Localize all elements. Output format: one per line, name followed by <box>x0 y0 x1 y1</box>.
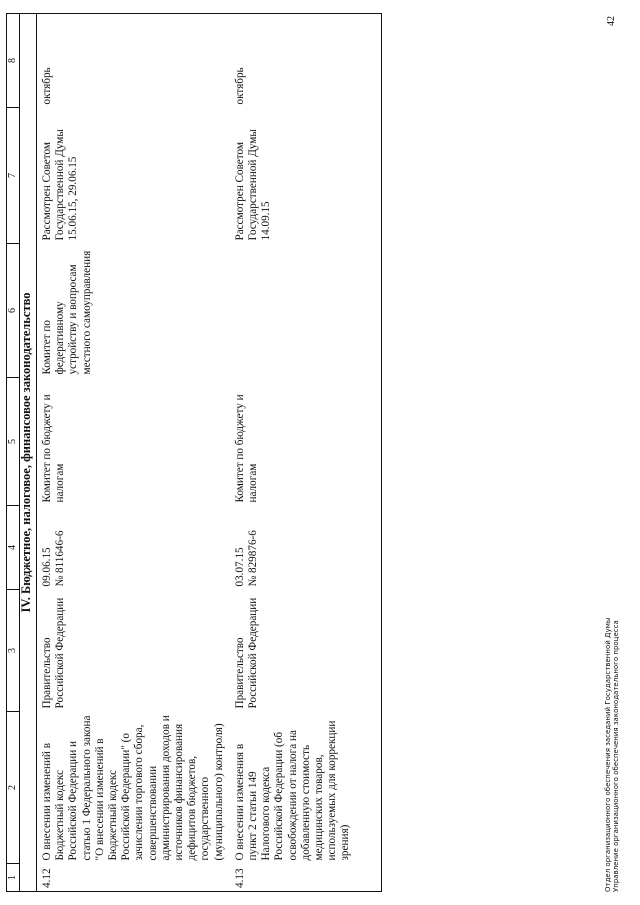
review-status: Рассмотрен Советом Государственной Думы 15.06.15, 29.06.15 <box>41 129 80 241</box>
item-number: 4.13 <box>234 864 353 892</box>
footer-directorate: Управление организационного обеспечения законодательного процесса <box>612 620 620 892</box>
column-header: 6 <box>7 244 20 378</box>
table-row <box>353 14 382 892</box>
column-header: 3 <box>7 590 20 712</box>
planned-month: октябрь <box>234 14 353 108</box>
column-header: 2 <box>7 712 20 864</box>
footer-department: Отдел организационного обеспечения заседаний Государственной Думы <box>604 617 612 892</box>
page-number: 42 <box>606 16 617 26</box>
column-header: 8 <box>7 14 20 108</box>
planned-month: октябрь <box>41 14 226 108</box>
initiator: Правительство Российской Федерации <box>233 597 260 709</box>
table-row <box>41 14 226 892</box>
registration-date: 03.07.15 <box>233 547 246 587</box>
bill-title: О внесении изменений в Бюджетный кодекс Российской Федерации и статью 1 Федерального закона "О внесении изменений в Бюджетный кодекс Российской Федерации" (о зачислении торгового сбора, совершенствовании администрирования доходов и источников финансирования дефицитов бюджетов, государственного (муниципального) контроля) <box>41 715 225 861</box>
review-status: Рассмотрен Советом Государственной Думы 14.09.15 <box>233 129 273 241</box>
section-row <box>20 14 37 892</box>
column-number-row <box>7 14 20 892</box>
column-header: 5 <box>7 378 20 506</box>
legislation-table <box>6 13 382 892</box>
co-executor-committee <box>234 244 353 378</box>
bill-number: № 829876-6 <box>247 530 260 587</box>
responsible-committee: Комитет по бюджету и налогам <box>233 394 260 503</box>
footer <box>604 618 620 892</box>
responsible-committee: Комитет по бюджету и налогам <box>41 394 67 503</box>
column-header: 1 <box>7 864 20 892</box>
co-executor-committee: Комитет по федеративному устройству и вопросам местного самоуправления <box>41 250 93 375</box>
registration <box>234 506 353 590</box>
column-header: 7 <box>7 108 20 244</box>
column-header: 4 <box>7 506 20 590</box>
bill-number: № 811646-6 <box>54 530 67 587</box>
registration-date: 09.06.15 <box>41 547 53 587</box>
item-number: 4.12 <box>41 864 226 892</box>
document-page <box>4 12 624 892</box>
initiator: Правительство Российской Федерации <box>41 597 67 709</box>
section-title: IV. Бюджетное, налоговое, финансовое законодательство <box>20 14 37 892</box>
table-row <box>234 14 353 892</box>
table-row <box>226 14 234 892</box>
bill-title: О внесении изменения в пункт 2 статьи 149 Налогового кодекса Российской Федерации (об освобождении от налога на добавленную стоимость медицинских товаров, используемых для коррекции зрения) <box>233 720 352 861</box>
registration <box>41 506 226 590</box>
